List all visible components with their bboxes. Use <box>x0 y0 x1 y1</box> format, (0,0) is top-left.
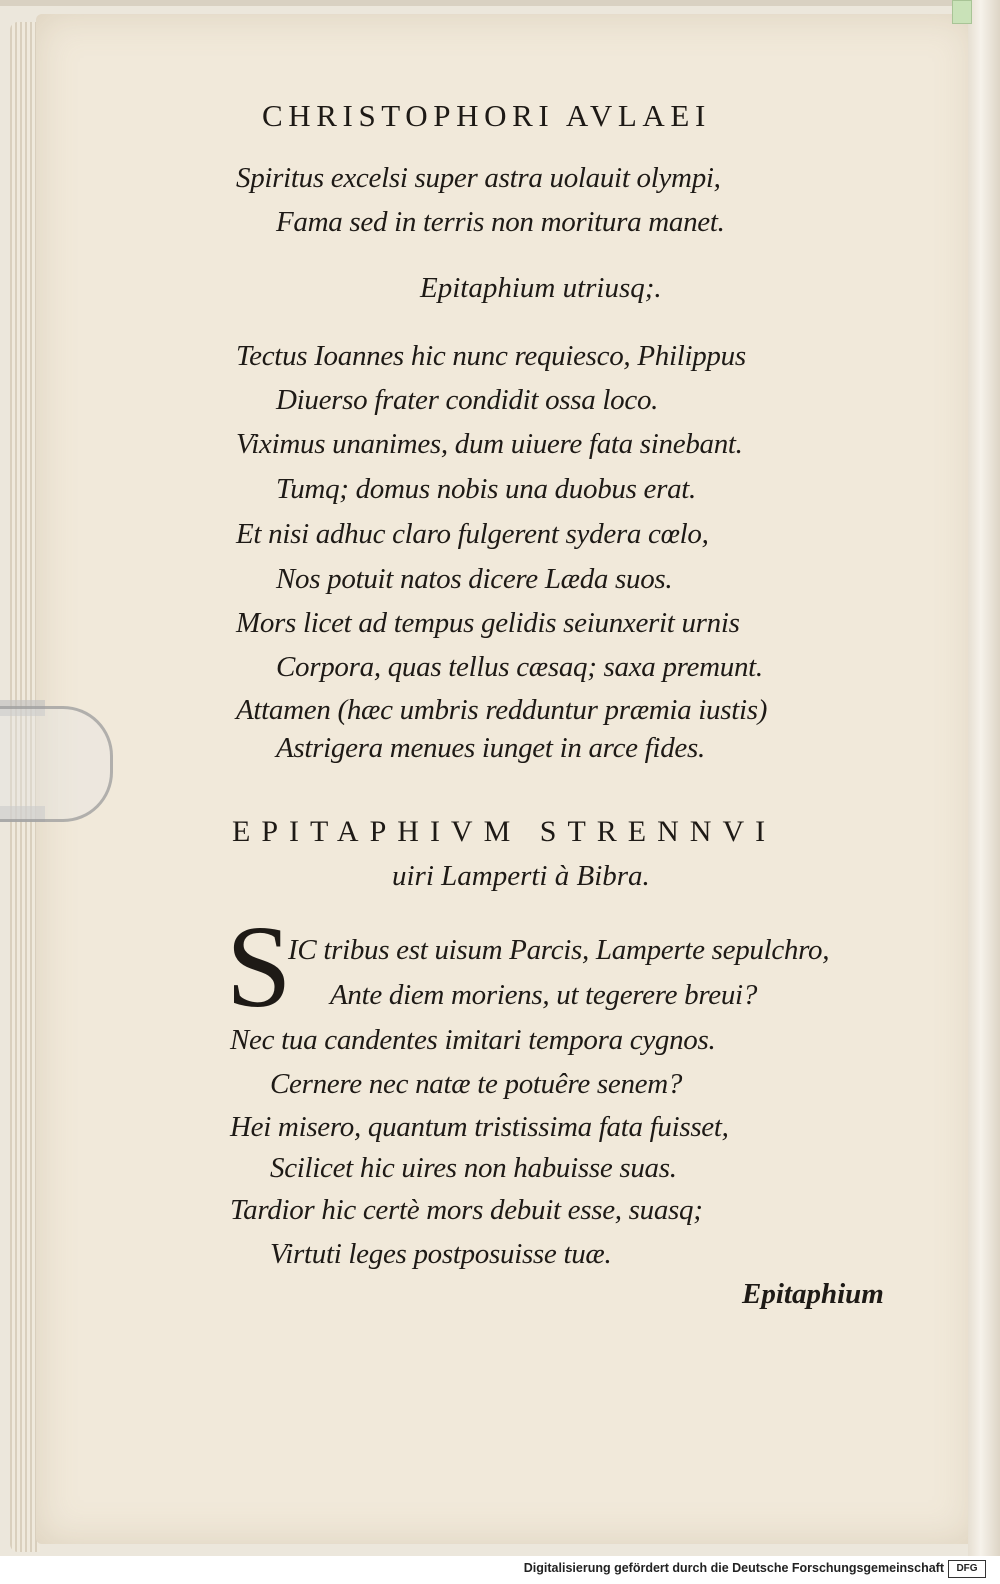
verse-line: Virtuti leges postposuisse tuæ. <box>270 1238 612 1270</box>
catchword: Epitaphium <box>742 1278 884 1310</box>
running-head: CHRISTOPHORI AVLAEI <box>262 98 711 133</box>
dfg-logo: DFG <box>948 1560 986 1578</box>
drop-cap: S <box>226 901 292 1032</box>
verse-line: Tumq; domus nobis una duobus erat. <box>276 473 697 505</box>
verse-line: Fama sed in terris non moritura manet. <box>276 206 725 238</box>
verse-line: Scilicet hic uires non habuisse suas. <box>270 1152 677 1184</box>
heading-subtitle: uiri Lamperti à Bibra. <box>392 860 650 892</box>
verse-line: IC tribus est uisum Parcis, Lamperte sepulchro, <box>288 934 830 966</box>
verse-line: Diuerso frater condidit ossa loco. <box>276 384 659 416</box>
verse-line: Viximus unanimes, dum uiuere fata sinebant. <box>236 428 743 460</box>
heading-epitaphium-utriusque: Epitaphium utriusq;. <box>420 272 662 304</box>
funding-notice: Digitalisierung gefördert durch die Deutsche Forschungsgemeinschaft <box>523 1561 944 1575</box>
verse-line: Et nisi adhuc claro fulgerent sydera cœlo, <box>236 518 709 550</box>
verse-line: Corpora, quas tellus cæsaq; saxa premunt. <box>276 651 763 683</box>
verse-line: Nec tua candentes imitari tempora cygnos. <box>230 1024 716 1056</box>
verse-line: Astrigera menues iunget in arce fides. <box>276 732 705 764</box>
heading-epitaphium-strennui: EPITAPHIVM STRENNVI <box>232 815 777 848</box>
verse-line: Spiritus excelsi super astra uolauit olympi, <box>236 162 721 194</box>
verse-line: Tectus Ioannes hic nunc requiesco, Philippus <box>236 340 746 372</box>
verse-line: Attamen (hæc umbris redduntur præmia iustis) <box>236 694 768 726</box>
verse-line: Mors licet ad tempus gelidis seiunxerit urnis <box>236 607 740 639</box>
verse-line: Ante diem moriens, ut tegerere breui? <box>330 979 758 1011</box>
verse-line: Hei misero, quantum tristissima fata fuisset, <box>230 1111 729 1143</box>
verse-line: Tardior hic certè mors debuit esse, suasq; <box>230 1194 703 1226</box>
verse-line: Nos potuit natos dicere Læda suos. <box>276 563 673 595</box>
verse-line: Cernere nec natæ te potuêre senem? <box>270 1068 683 1100</box>
